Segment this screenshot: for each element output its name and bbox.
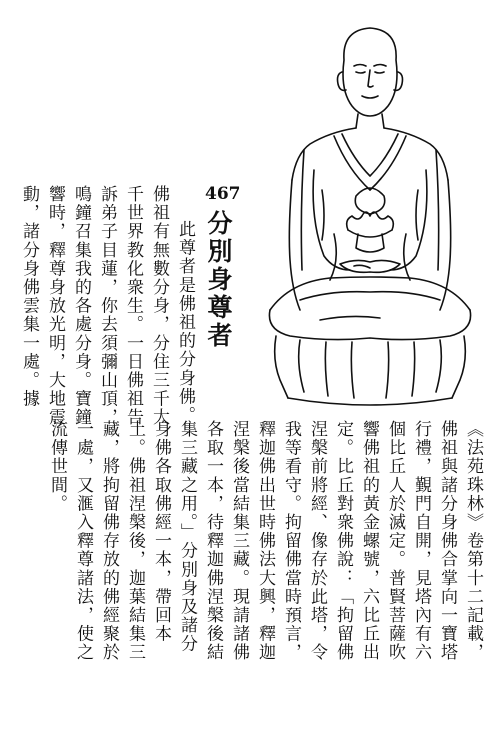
body-column: 藏，將拘留佛存放的佛經聚於 (99, 420, 119, 662)
body-column: 集三藏之用。」分別身及諸分 (177, 420, 197, 654)
body-column: 身佛各取佛經一本，帶回本 (151, 420, 171, 644)
body-column: 我等看守。拘留佛當時預言， (281, 420, 301, 662)
intro-column: 此尊者是佛祖的分身佛。 (175, 220, 195, 425)
body-column: 一處，又滙入釋尊諸法，使之 (73, 420, 93, 662)
entry-title: 分別身尊者 (204, 210, 233, 350)
intro-column: 訴弟子目蓮，你去須彌山頂， (97, 185, 117, 427)
body-column: 涅槃前將經、像存於此塔，令 (307, 420, 327, 662)
body-column: 釋迦佛出世時佛法大興，釋迦 (255, 420, 275, 662)
intro-column: 動，諸分身佛雲集一處。據 (19, 185, 39, 409)
body-column: 行禮，覲門自開，見塔內有六 (411, 420, 431, 662)
intro-column: 千世界教化衆生。一日佛祖告 (123, 185, 143, 427)
seated-monk-illustration (230, 20, 490, 415)
body-column: 響佛祖的黃金螺號，六比丘出 (359, 420, 379, 662)
intro-column: 鳴鐘召集我的各處分身。寶鐘 (71, 185, 91, 427)
body-column: 《法苑珠林》卷第十二記載， (463, 420, 483, 662)
entry-number: 467 (205, 184, 241, 204)
body-column: 各取一本，待釋迦佛涅槃後結 (203, 420, 223, 662)
intro-column: 佛祖有無數分身，分住三千大 (149, 185, 169, 427)
body-column: 流傳世間。 (47, 420, 67, 513)
body-column: 涅槃後當結集三藏。現請諸佛 (229, 420, 249, 662)
intro-column: 響時，釋尊身放光明，大地震 (45, 185, 65, 427)
body-column: 定。比丘對衆佛說：「拘留佛 (333, 420, 353, 662)
body-column: 土。佛祖涅槃後，迦葉結集三 (125, 420, 145, 662)
body-column: 個比丘人於滅定。普賢菩薩吹 (385, 420, 405, 662)
body-column: 佛祖與諸分身佛合掌向一寶塔 (437, 420, 457, 662)
